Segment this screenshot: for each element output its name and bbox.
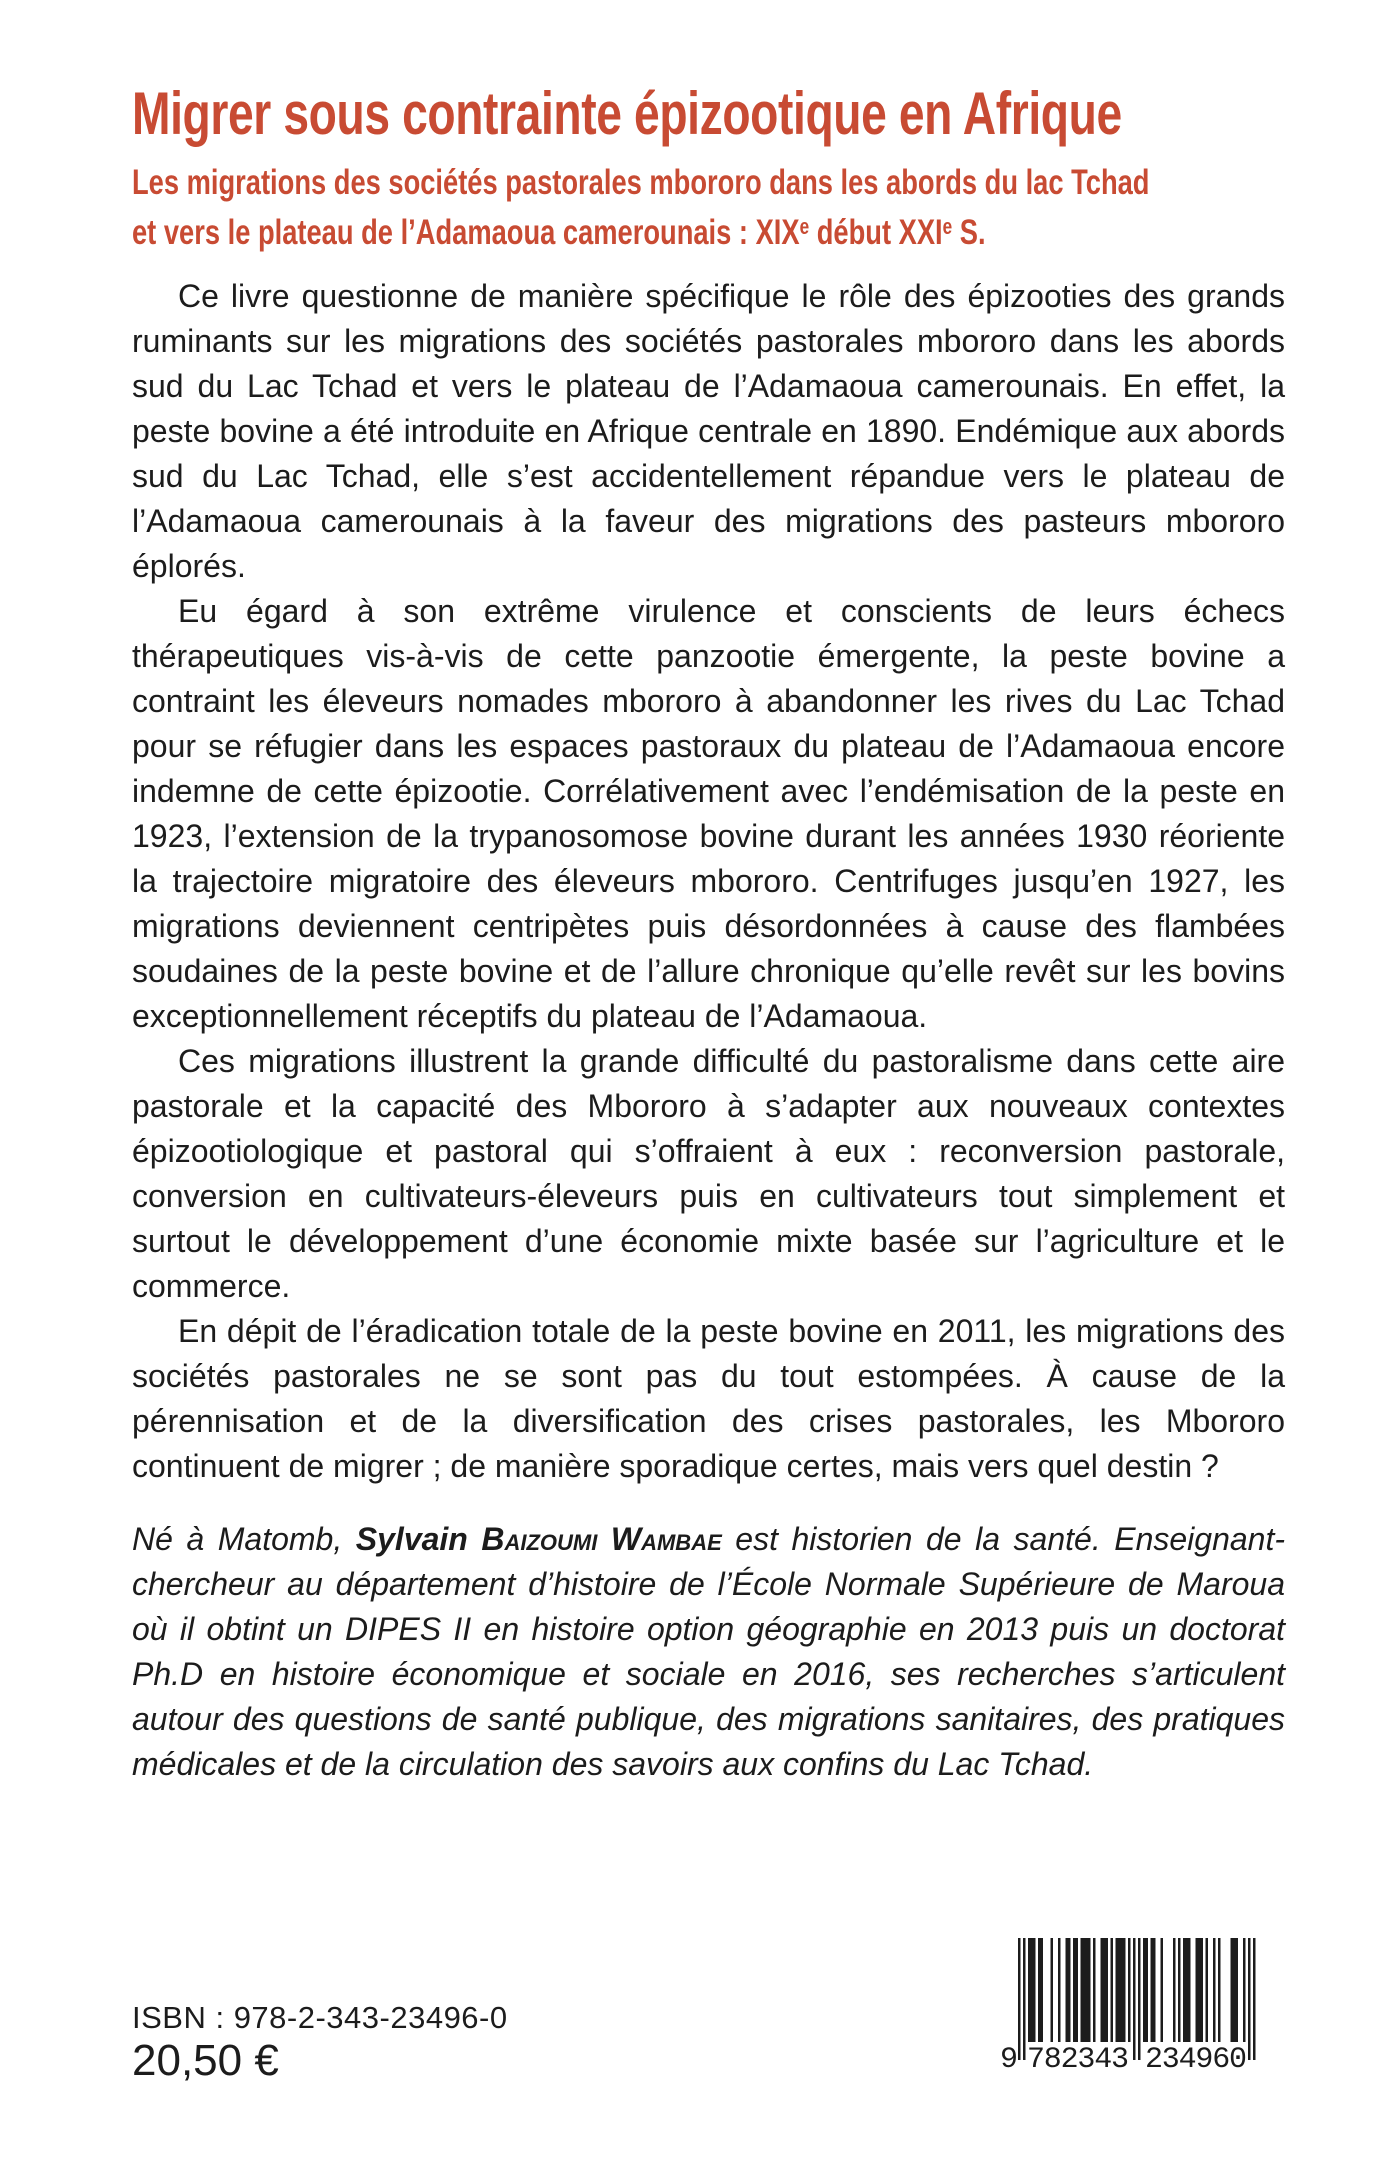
author-last-name: Baizoumi Wambae (481, 1521, 722, 1557)
synopsis-paragraph-3: Ces migrations illustrent la grande difficulté du pastoralisme dans cette aire pastorale et la capacité des Mbororo à s’adapter aux nouveaux contextes épizootiologique et pastoral qui s’offraient à eux : reconversion pastorale, conversion en cultivateurs-éleveurs puis en cultivateurs tout simplement et surtout le développement d’une économie mixte basée sur l’agriculture et le commerce. (132, 1043, 1285, 1304)
synopsis (132, 274, 1285, 1489)
barcode-digits-left: 782343 (1027, 2043, 1129, 2072)
subtitle (132, 158, 1150, 258)
synopsis-paragraph-4: En dépit de l’éradication totale de la peste bovine en 2011, les migrations des sociétés pastorales ne se sont pas du tout estompées. À cause de la pérennisation et de la diversification des crises pastorales, les Mbororo continuent de migrer ; de manière sporadique certes, mais vers quel destin ? (132, 1313, 1285, 1484)
author-bio-paragraph (132, 1517, 1285, 1787)
barcode-svg (1000, 1938, 1260, 2072)
author-first-name: Sylvain (355, 1521, 482, 1557)
synopsis-paragraph-1: Ce livre questionne de manière spécifique le rôle des épizooties des grands ruminants sur les migrations des sociétés pastorales mbororo dans les abords sud du Lac Tchad et vers le plateau de l’Adamaoua camerounais. En effet, la peste bovine a été introduite en Afrique centrale en 1890. Endémique aux abords sud du Lac Tchad, elle s’est accidentellement répandue vers le plateau de l’Adamaoua camerounais à la faveur des migrations des pasteurs mbororo éplorés. (132, 278, 1285, 584)
price-text: 20,50 € (132, 2036, 279, 2085)
subtitle-line-2: et vers le plateau de l’Adamaoua camerounais : XIX (132, 213, 800, 252)
isbn-text: ISBN : 978-2-343-23496-0 (132, 2000, 508, 2035)
back-cover-content (132, 80, 1286, 1787)
page-title: Migrer sous contrainte épizootique en Afrique (132, 80, 1122, 147)
bio-text: est historien de la santé. Enseignant-chercheur au département d’histoire de l’École Normale Supérieure de Maroua où il obtint un DIPES II en histoire option géographie en 2013 puis un doctorat Ph.D en histoire économique et sociale en 2016, ses recherches s’articulent autour des questions de santé publique, des migrations sanitaires, des pratiques médicales et de la circulation des savoirs aux confins du Lac Tchad. (132, 1521, 1286, 1782)
author-name (356, 1521, 722, 1557)
ean13-barcode (1000, 1938, 1260, 2072)
author-bio (132, 1517, 1285, 1787)
barcode-bars (1018, 1938, 1256, 2060)
subtitle-line-1: Les migrations des sociétés pastorales mbororo dans les abords du lac Tchad (132, 163, 1150, 202)
subtitle-line-2b: début XXI (809, 213, 943, 252)
bio-text: Né à Matomb, (132, 1521, 356, 1557)
century-superscript: e (942, 214, 953, 240)
subtitle-line-2c: S. (952, 213, 986, 252)
barcode-digits-right: 234960 (1145, 2043, 1247, 2072)
synopsis-paragraph-2: Eu égard à son extrême virulence et conscients de leurs échecs thérapeutiques vis-à-vis de cette panzootie émergente, la peste bovine a contraint les éleveurs nomades mbororo à abandonner les rives du Lac Tchad pour se réfugier dans les espaces pastoraux du plateau de l’Adamaoua encore indemne de cette épizootie. Corrélativement avec l’endémisation de la peste en 1923, l’extension de la trypanosomose bovine durant les années 1930 réoriente la trajectoire migratoire des éleveurs mbororo. Centrifuges jusqu’en 1927, les migrations deviennent centripètes puis désordonnées à cause des flambées soudaines de la peste bovine et de l’allure chronique qu’elle revêt sur les bovins exceptionnellement réceptifs du plateau de l’Adamaoua. (132, 593, 1285, 1034)
barcode-digit-first: 9 (1000, 2043, 1019, 2072)
century-superscript: e (799, 214, 810, 240)
